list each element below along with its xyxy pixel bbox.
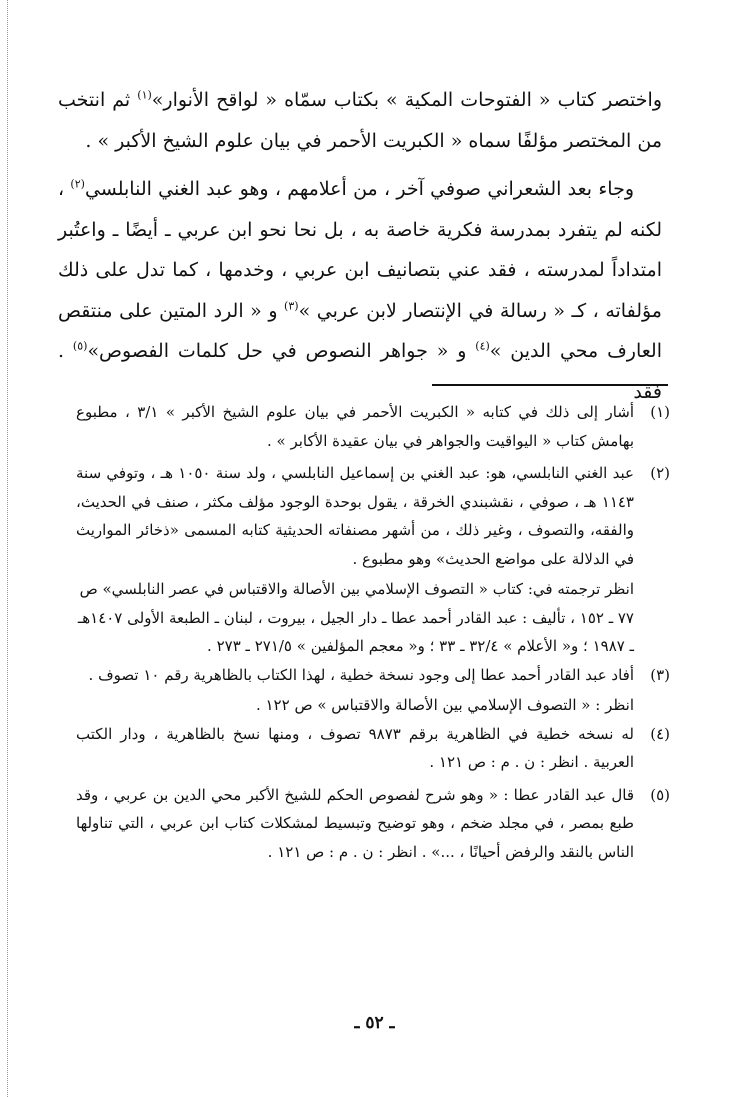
footnote-1 — [76, 398, 670, 455]
footnote-ref-4: (٤) — [475, 339, 490, 353]
paragraph-2-text-e: . فقد — [58, 340, 662, 403]
footnote-number: (٤) — [650, 724, 670, 743]
page-edge-line — [7, 0, 9, 1097]
footnote-ref-3: (٣) — [284, 299, 299, 313]
footnote-number: (١) — [650, 403, 670, 421]
paragraph-1-text-a: واختصر كتاب « الفتوحات المكية » بكتاب سمّاه « لواقح الأنوار» — [151, 89, 662, 111]
footnote-separator — [432, 384, 668, 386]
footnote-3-reference: انظر : « التصوف الإسلامي بين الأصالة والاقتباس » ص ١٢٢ . — [255, 696, 634, 714]
footnote-number: (٣) — [650, 665, 670, 684]
paragraph-2-text-c: و « الرد المتين على منتقص العارف محي الدين » — [58, 299, 662, 362]
footnote-5 — [76, 781, 670, 867]
footnote-3 — [76, 661, 670, 690]
footnote-text: عبد الغني النابلسي، هو: عبد الغني بن إسماعيل النابلسي ، ولد سنة ١٠٥٠ هـ ، وتوفي سنة ١١٤٣ هـ ، صوفي ، نقشبندي الخرقة ، يقول بوحدة الوجود مؤلف مكثر ، صنف في الحديث، والفقه، والتصوف ، وغير ذلك ، من أشهر مصنفاته الحديثية كتابه المسمى «ذخائر المواريث في الدلالة على مواضع الحديث» وهو مطبوع . — [76, 464, 634, 568]
footnotes — [76, 398, 670, 866]
footnote-number: (٢) — [650, 464, 670, 482]
main-text — [58, 80, 662, 412]
footnote-text: أشار إلى ذلك في كتابه « الكبريت الأحمر في بيان علوم الشيخ الأكبر » ٣/١ ، مطبوع بهامش كتاب « اليواقيت والجواهر في بيان عقيدة الأكابر » . — [76, 403, 634, 450]
page-number: ـ ٥٢ ـ — [354, 1013, 395, 1033]
footnote-ref-1: (١) — [137, 88, 152, 102]
footnote-2-reference: انظر ترجمته في: كتاب « التصوف الإسلامي بين الأصالة والاقتباس في عصر النابلسي» ص ٧٧ ـ ١٥٢ ، تأليف : عبد القادر أحمد عطا ـ دار الجيل ، بيروت ، لبنان ـ الطبعة الأولى ١٤٠٧هـ ـ ١٩٨٧ ؛ و« الأعلام » ٣٢/٤ ـ ٣٣ ؛ و« معجم المؤلفين » ٢٧١/٥ ـ ٢٧٣ . — [77, 580, 634, 655]
paragraph-2-text-b: ، لكنه لم يتفرد بمدرسة فكرية خاصة به ، بل نحا نحو ابن عربي ـ أيضًا ـ واعتُبر امتداداً لمدرسته ، فقد عني بتصانيف ابن عربي ، وخدمها ، كما تدل على ذلك مؤلفاته ، كـ « رسالة في الإنتصار لابن عربي » — [58, 178, 662, 322]
footnote-2 — [76, 459, 670, 573]
paragraph-1-text-b: ثم انتخب — [58, 89, 138, 111]
paragraph-2 — [58, 169, 662, 412]
footnote-text: أفاد عبد القادر أحمد عطا إلى وجود نسخة خطية ، لهذا الكتاب بالظاهرية رقم ١٠ تصوف . — [88, 665, 634, 684]
footnote-number: (٥) — [650, 785, 670, 804]
paragraph-1-text-c: من المختصر مؤلفًا سماه « الكبريت الأحمر في بيان علوم الشيخ الأكبر » . — [85, 129, 662, 152]
footnote-ref-2: (٢) — [70, 177, 85, 191]
footnote-text: له نسخه خطية في الظاهرية برقم ٩٨٧٣ تصوف ، ومنها نسخ بالظاهرية ، ودار الكتب العربية . انظر : ن . م : ص ١٢١ . — [76, 724, 634, 771]
footnote-4 — [76, 720, 670, 777]
paragraph-2-text-d: و « جواهر النصوص في حل كلمات الفصوص» — [87, 340, 476, 362]
footnote-text: قال عبد القادر عطا : « وهو شرح لفصوص الحكم للشيخ الأكبر محي الدين بن عربي ، وقد طبع بمصر ، في مجلد ضخم ، وهو توضيح وتبسيط لمشكلات كتاب ابن عربي ، التي تناولها الناس بالنقد والرفض أحيانًا ، ...» . انظر : ن . م : ص ١٢١ . — [76, 785, 634, 861]
paragraph-1 — [58, 80, 662, 161]
footnote-ref-5: (٥) — [72, 339, 88, 353]
paragraph-2-text-a: وجاء بعد الشعراني صوفي آخر ، من أعلامهم ، وهو عبد الغني النابلسي — [84, 178, 635, 200]
